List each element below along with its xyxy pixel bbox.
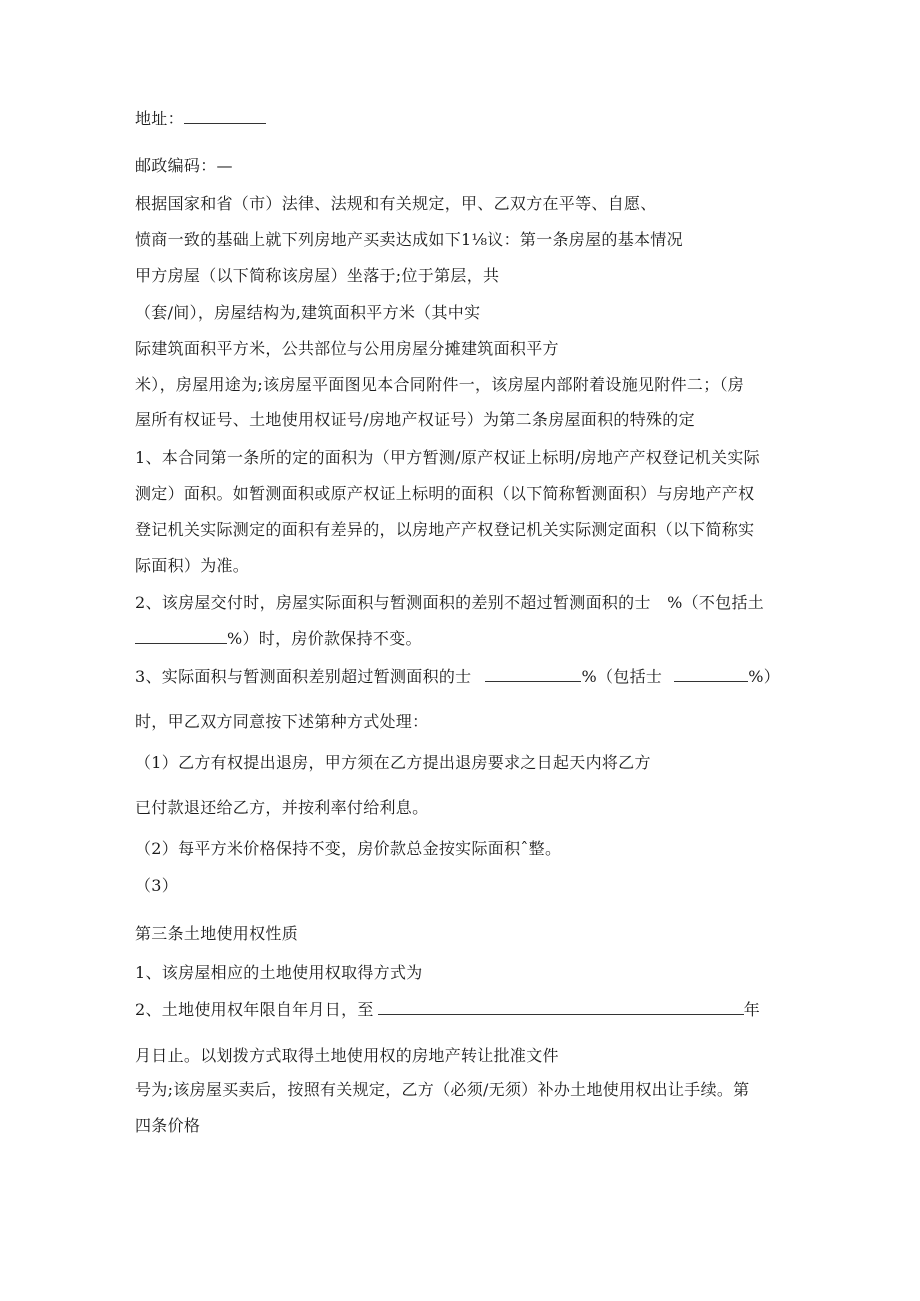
- address-label: 地址：: [135, 109, 184, 128]
- text-line: （套/间），房屋结构为,建筑面积平方米（其中实: [135, 303, 481, 322]
- address-line: [135, 109, 266, 129]
- text-line: 米），房屋用途为;该房屋平面图见本合同附件一，该房屋内部附着设施见附件二；（房: [135, 375, 745, 394]
- section-heading: 四条价格: [135, 1116, 201, 1135]
- date-blank: [378, 1000, 744, 1015]
- text-line: （2）每平方米价格保持不变，房价款总金按实际面积ˆ整。: [135, 839, 562, 858]
- text-segment: %（包括士: [581, 667, 663, 686]
- text-line: 1、本合同第一条所的定的面积为（甲方暂测/原产权证上标明/房地产产权登记机关实际: [135, 448, 760, 467]
- text-line: 际面积）为准。: [135, 556, 250, 575]
- section-heading: 第三条土地使用权性质: [135, 924, 299, 943]
- text-line: （3）: [135, 876, 179, 895]
- text-segment: %）: [748, 667, 781, 686]
- text-segment: %）时，房价款保持不变。: [227, 629, 422, 648]
- text-line: 登记机关实际测定的面积有差异的，以房地产产权登记机关实际测定面积（以下简称实: [135, 520, 755, 539]
- text-line: 已付款退还给乙方，并按利率付给利息。: [135, 798, 429, 817]
- tolerance-blank: [674, 667, 748, 682]
- tolerance-blank: [135, 629, 227, 644]
- blank-text-line: [135, 667, 780, 687]
- text-line: 测定）面积。如暂测面积或原产权证上标明的面积（以下简称暂测面积）与房地产产权: [135, 484, 755, 503]
- text-line: 号为;该房屋买卖后，按照有关规定，乙方（必须/无须）补办土地使用权出让手续。第: [135, 1080, 750, 1099]
- text-line: （1）乙方有权提出退房，甲方须在乙方提出退房要求之日起天内将乙方: [135, 753, 651, 772]
- tolerance-blank: [485, 667, 581, 682]
- blank-text-line: [135, 629, 422, 649]
- text-segment: 年: [743, 1000, 760, 1019]
- text-segment: 2、土地使用权年限自年月日，至: [135, 1000, 374, 1019]
- text-line: 愤商一致的基础上就下列房地产买卖达成如下1⅛议：第一条房屋的基本情况: [135, 230, 683, 249]
- text-line: 际建筑面积平方米，公共部位与公用房屋分摊建筑面积平方: [135, 339, 559, 358]
- blank-text-line: [135, 1000, 760, 1020]
- text-line: 甲方房屋（以下简称该房屋）坐落于;位于第层，共: [135, 266, 500, 285]
- text-line: 根据国家和省（市）法律、法规和有关规定，甲、乙双方在平等、自愿、: [135, 194, 657, 213]
- postal-code-line: 邮政编码：—: [135, 156, 233, 175]
- text-line: 2、该房屋交付时，房屋实际面积与暂测面积的差别不超过暂测面积的士 %（不包括土: [135, 593, 765, 612]
- text-line: 1、该房屋相应的土地使用权取得方式为: [135, 963, 423, 982]
- text-segment: 3、实际面积与暂测面积差别超过暂测面积的士: [135, 667, 472, 686]
- address-blank: [184, 109, 266, 124]
- text-line: 屋所有权证号、土地使用权证号/房地产权证号）为第二条房屋面积的特殊的定: [135, 410, 695, 429]
- text-line: 时，甲乙双方同意按下述第种方式处理：: [135, 712, 429, 731]
- text-line: 月日止。以划拨方式取得土地使用权的房地产转让批准文件: [135, 1046, 559, 1065]
